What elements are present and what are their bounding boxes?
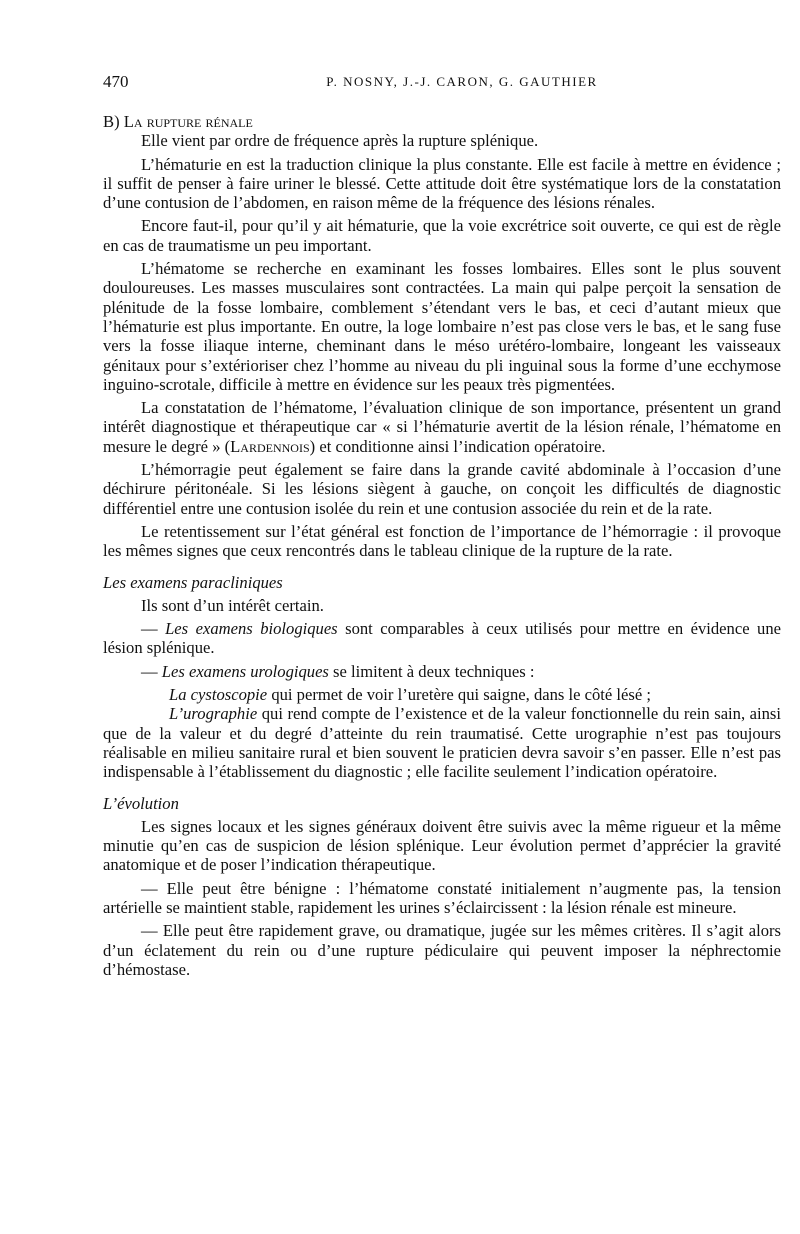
paragraph: L’hématome se recherche en examinant les fosses lombaires. Elles sont le plus souvent douloureuses. Les masses musculaires sont contractées. La main qui palpe perçoit la sensation de plénitude de la fosse lombaire, comblement s’étendant vers le bas, et ceci d’autant mieux que l’hématurie est plus importante. En outre, la loge lombaire n’est pas close vers le bas, et le sang fuse vers la fosse iliaque interne, cheminant dans le méso urétéro-lombaire, longeant les vaisseaux génitaux pour s’extérioriser chez l’homme au niveau du pli inguinal sous la forme d’une ecchymose inguino-scrotale, difficile à mettre en évidence sur les peaux très pigmentées. [103, 259, 781, 394]
cited-author: Lardennois [230, 436, 310, 456]
text-run: qui permet de voir l’uretère qui saigne, dans le côté lésé ; [267, 685, 651, 705]
emphasis: L’urographie [169, 704, 258, 724]
list-item [103, 619, 781, 658]
text-run: ) et conditionne ainsi l’indication opératoire. [309, 436, 606, 456]
text-run: qui rend compte de l’existence et de la valeur fonctionnelle du rein sain, ainsi que de la valeur et du degré d’atteinte du rein traumatisé. Cette urographie n’est pas toujours réalisable en milieu sanitaire rural et bien souvent le praticien devra savoir s’en passer. Elle n’est pas indispensable à l’établissement du diagnostic ; elle facilite seulement l’indication opératoire. [103, 704, 781, 782]
paragraph [103, 398, 781, 456]
paragraph: Ils sont d’un intérêt certain. [141, 595, 324, 615]
page-body [103, 112, 781, 983]
subsection-heading: Les examens paracliniques [103, 572, 283, 592]
paragraph: Les signes locaux et les signes généraux doivent être suivis avec la même rigueur et la même minutie qu’en cas de suspicion de lésion splénique. Leur évolution permet d’apprécier la gravité anatomique et de poser l’indication thérapeutique. [103, 816, 781, 875]
paragraph: Elle vient par ordre de fréquence après la rupture splénique. [141, 131, 539, 151]
subsection-heading: L’évolution [103, 793, 179, 813]
running-authors: P. NOSNY, J.-J. CARON, G. GAUTHIER [326, 74, 598, 89]
paragraph: L’hématurie en est la traduction clinique la plus constante. Elle est facile à mettre en évidence ; il suffit de penser à faire uriner le blessé. Cette attitude doit être systématique lors de la constatation d’une contusion de l’abdomen, en raison même de la fréquence des lésions rénales. [103, 154, 781, 213]
sub-item [103, 704, 781, 781]
emphasis: Les examens biologiques [165, 619, 338, 639]
sub-item [103, 685, 781, 704]
paragraph: Encore faut-il, pour qu’il y ait hématurie, que la voie excrétrice soit ouverte, ce qui est de règle en cas de traumatisme un peu important. [103, 216, 781, 255]
paragraph: Le retentissement sur l’état général est fonction de l’importance de l’hémorragie : il provoque les mêmes signes que ceux rencontrés dans le tableau clinique de la rupture de la rate. [103, 521, 781, 561]
page-number: 470 [103, 72, 129, 91]
emphasis: Les examens urologiques [161, 661, 329, 681]
text-run: se limitent à deux techniques : [328, 661, 535, 681]
dash: — [141, 619, 166, 639]
list-item: — Elle peut être bénigne : l’hématome constaté initialement n’augmente pas, la tension artérielle se maintient stable, rapidement les urines s’éclaircissent : la lésion rénale est mineure. [103, 878, 781, 917]
list-item: — Elle peut être rapidement grave, ou dramatique, jugée sur les mêmes critères. Il s’agit alors d’un éclatement du rein ou d’une rupture pédiculaire qui peuvent imposer la néphrectomie d’hémostase. [103, 921, 781, 979]
paragraph: L’hémorragie peut également se faire dans la grande cavité abdominale à l’occasion d’une déchirure péritonéale. Si les lésions siègent à gauche, on conçoit les difficultés de diagnostic différentiel entre une contusion isolée du rein et une contusion associée du rein et de la rate. [103, 460, 781, 518]
running-header [103, 72, 781, 96]
text-run: La constatation de l’hématome, l’évaluation clinique de son importance, présentent un grand intérêt diagnostique et thérapeutique car « si l’hématurie avertit de la lésion rénale, l’hématome en mesure le degré » ( [103, 398, 781, 456]
section-heading: B) La rupture rénale [103, 112, 253, 131]
emphasis: La cystoscopie [169, 685, 268, 705]
list-item [103, 662, 781, 681]
dash: — [141, 661, 162, 681]
text-run: sont comparables à ceux utilisés pour mettre en évidence une lésion splénique. [103, 619, 782, 658]
